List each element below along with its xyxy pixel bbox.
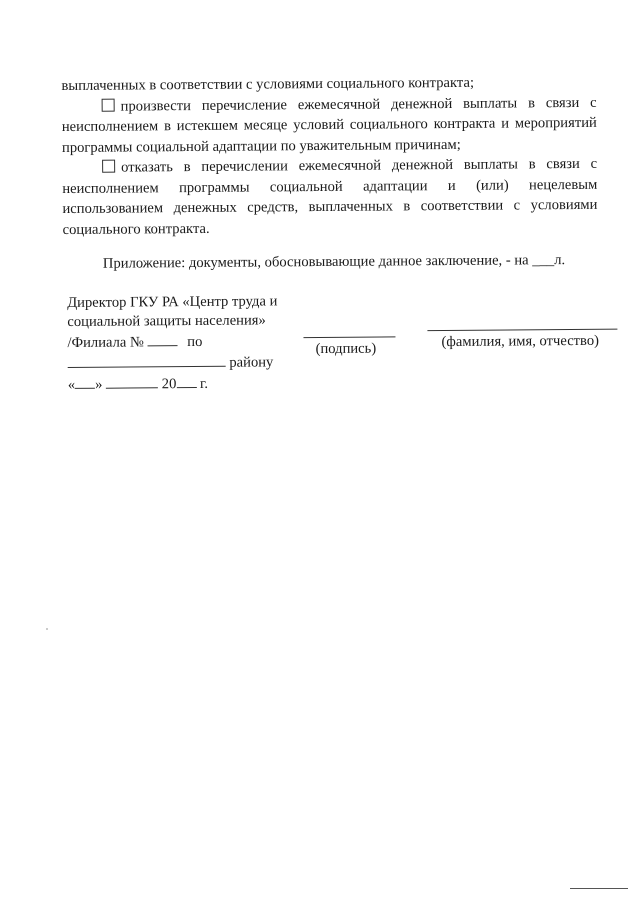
- checkbox-pay[interactable]: [102, 98, 115, 111]
- name-caption: (фамилия, имя, отчество): [441, 332, 600, 351]
- document-body: [61, 72, 598, 275]
- date-suffix: г.: [199, 375, 209, 392]
- date-line: [68, 372, 308, 395]
- director-title: [67, 292, 308, 395]
- signature-caption: (подпись): [315, 340, 377, 358]
- date-month-blank[interactable]: [106, 373, 158, 388]
- signature-line[interactable]: [303, 335, 395, 338]
- footer-rule: [570, 888, 628, 889]
- paragraph-continuation: выплаченных в соответствии с условиями социального контракта;: [61, 74, 475, 95]
- option-paragraph-pay: [62, 92, 597, 158]
- scan-speck: [46, 628, 48, 630]
- director-line-4: [68, 351, 308, 374]
- option-paragraph-refuse: [62, 154, 598, 240]
- attachment-note: Приложение: документы, обосновывающие данное заключение, - на ___л.: [102, 252, 566, 272]
- option-refuse-text: отказать в перечислении ежемесячной денежной выплаты в связи с неисполнением программы социальной адаптации и (или) нецелевым использованием денежных средств, выплаченных в соответствии с условиями социального контракта.: [62, 155, 598, 238]
- checkbox-refuse[interactable]: [102, 160, 115, 173]
- district-label: району: [229, 354, 274, 371]
- date-year-prefix: 20: [161, 376, 177, 393]
- date-open-quote: «: [67, 376, 76, 393]
- branch-number-blank[interactable]: [148, 331, 178, 346]
- date-day-blank[interactable]: [75, 374, 95, 389]
- director-line-1: Директор ГКУ РА «Центр труда и: [67, 293, 278, 311]
- director-line-2: социальной защиты населения»: [67, 312, 266, 330]
- branch-number-label: /Филиала №: [67, 334, 145, 351]
- date-year-blank[interactable]: [176, 373, 196, 388]
- option-pay-text: произвести перечисление ежемесячной денежной выплаты в связи с неисполнением в истекшем месяце условий социального контракта и мероприятий программы социальной адаптации по уважительным причинам;: [61, 94, 597, 156]
- district-blank[interactable]: [68, 352, 226, 368]
- date-close-quote: »: [95, 376, 103, 393]
- signature-block: [67, 290, 628, 394]
- name-line[interactable]: [427, 328, 617, 331]
- branch-po-label: по: [187, 333, 203, 351]
- director-line-3: [67, 330, 307, 353]
